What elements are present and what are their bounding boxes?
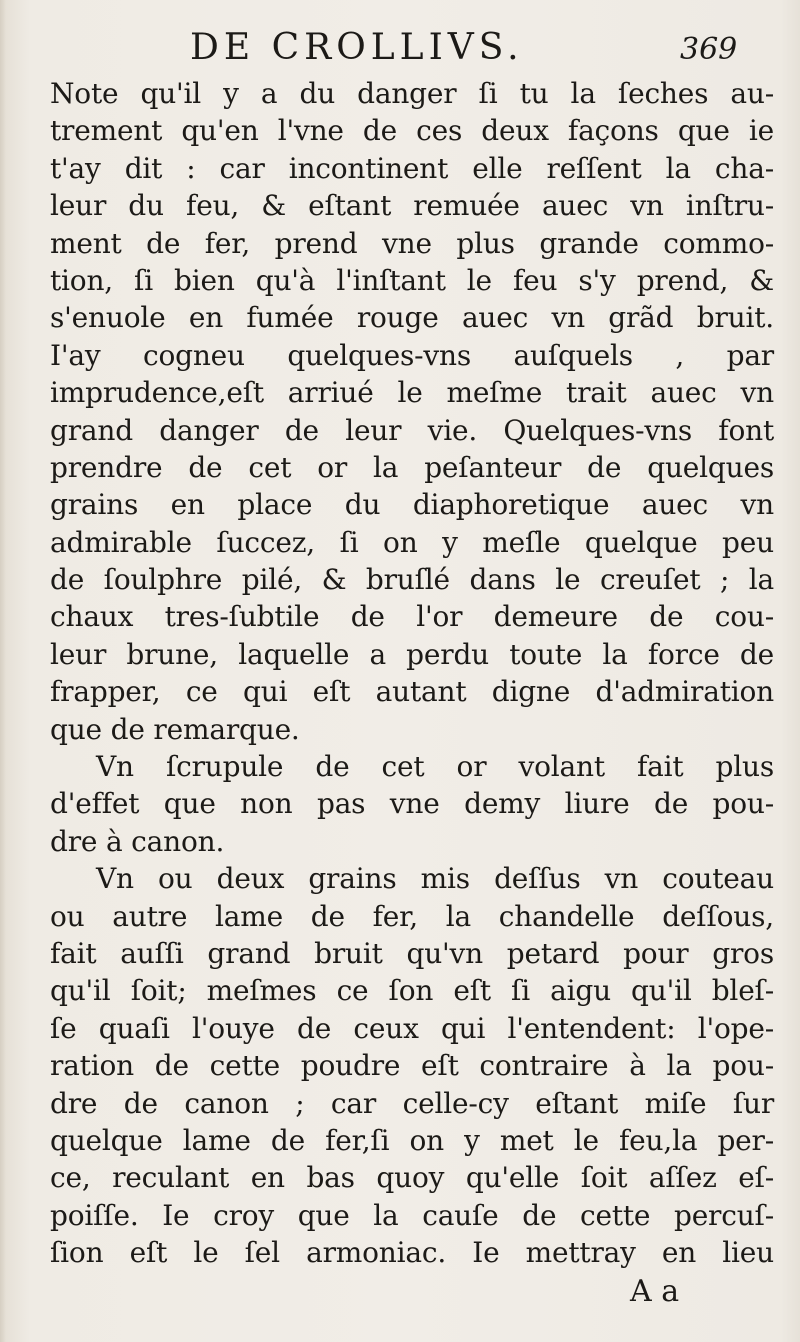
text-line: grains en place du diaphoretique auec vn xyxy=(50,488,774,522)
text-line: admirable ſuccez, ſi on y meſle quelque peu xyxy=(50,525,774,559)
text-line: chaux tres-ſubtile de l'or demeure de cou- xyxy=(50,600,774,634)
body-text xyxy=(50,75,774,1272)
paragraph-first-line: Vn ou deux grains mis deſſus vn couteau xyxy=(96,862,774,896)
text-line: poiſſe. Ie croy que la cauſe de cette percuſ- xyxy=(50,1198,774,1232)
text-line: de ſoulphre pilé, & bruſlé dans le creuſet ; la xyxy=(50,563,774,597)
text-line: t'ay dit : car incontinent elle reſſent la cha- xyxy=(50,151,774,185)
text-line: ment de fer, prend vne plus grande commo- xyxy=(50,226,774,260)
text-line: grand danger de leur vie. Quelques-vns font xyxy=(50,413,774,447)
text-line: ce, reculant en bas quoy qu'elle ſoit aſſez eſ- xyxy=(50,1161,774,1195)
text-line: imprudence,eſt arriué le meſme trait auec vn xyxy=(50,376,774,410)
text-line: trement qu'en l'vne de ces deux façons que ie xyxy=(50,114,774,148)
text-line: quelque lame de fer,ſi on y met le feu,la per- xyxy=(50,1123,774,1157)
text-line: dre à canon. xyxy=(50,824,225,858)
text-line: frapper, ce qui eſt autant digne d'admiration xyxy=(50,675,774,709)
text-line: ſion eſt le ſel armoniac. Ie mettray en lieu xyxy=(50,1236,774,1270)
text-line: dre de canon ; car celle-cy eſtant miſe ſur xyxy=(50,1086,774,1120)
text-line: Note qu'il y a du danger ſi tu la ſeches au- xyxy=(50,77,774,110)
text-line: fait auſſi grand bruit qu'vn petard pour gros xyxy=(50,936,774,970)
text-line: que de remarque. xyxy=(50,712,300,746)
text-line: prendre de cet or la peſanteur de quelques xyxy=(50,450,774,484)
text-line: I'ay cogneu quelques-vns auſquels , par xyxy=(50,338,774,372)
text-line: leur brune, laquelle a perdu toute la force de xyxy=(50,637,774,671)
running-head xyxy=(0,24,800,72)
page-gutter-shadow xyxy=(0,0,6,1342)
text-line: leur du feu, & eſtant remuée auec vn inſtru- xyxy=(50,189,774,223)
text-line: qu'il ſoit; meſmes ce ſon eſt ſi aigu qu'il bleſ- xyxy=(50,974,774,1008)
text-line: ration de cette poudre eſt contraire à la pou- xyxy=(50,1049,774,1083)
signature-mark: A a xyxy=(630,1274,680,1309)
text-line: ou autre lame de fer, la chandelle deſſous, xyxy=(50,899,774,933)
text-line: tion, ſi bien qu'à l'inſtant le feu s'y prend, & xyxy=(50,263,774,297)
text-line: ſe quaſi l'ouye de ceux qui l'entendent: l'ope- xyxy=(50,1011,774,1045)
running-title: DE CROLLIVS. xyxy=(190,27,524,68)
page-number: 369 xyxy=(680,32,738,67)
text-line: d'effet que non pas vne demy liure de pou- xyxy=(50,787,774,821)
paragraph-first-line: Vn ſcrupule de cet or volant fait plus xyxy=(96,750,774,784)
text-line: s'enuole en fumée rouge auec vn grãd bruit. xyxy=(50,301,774,335)
